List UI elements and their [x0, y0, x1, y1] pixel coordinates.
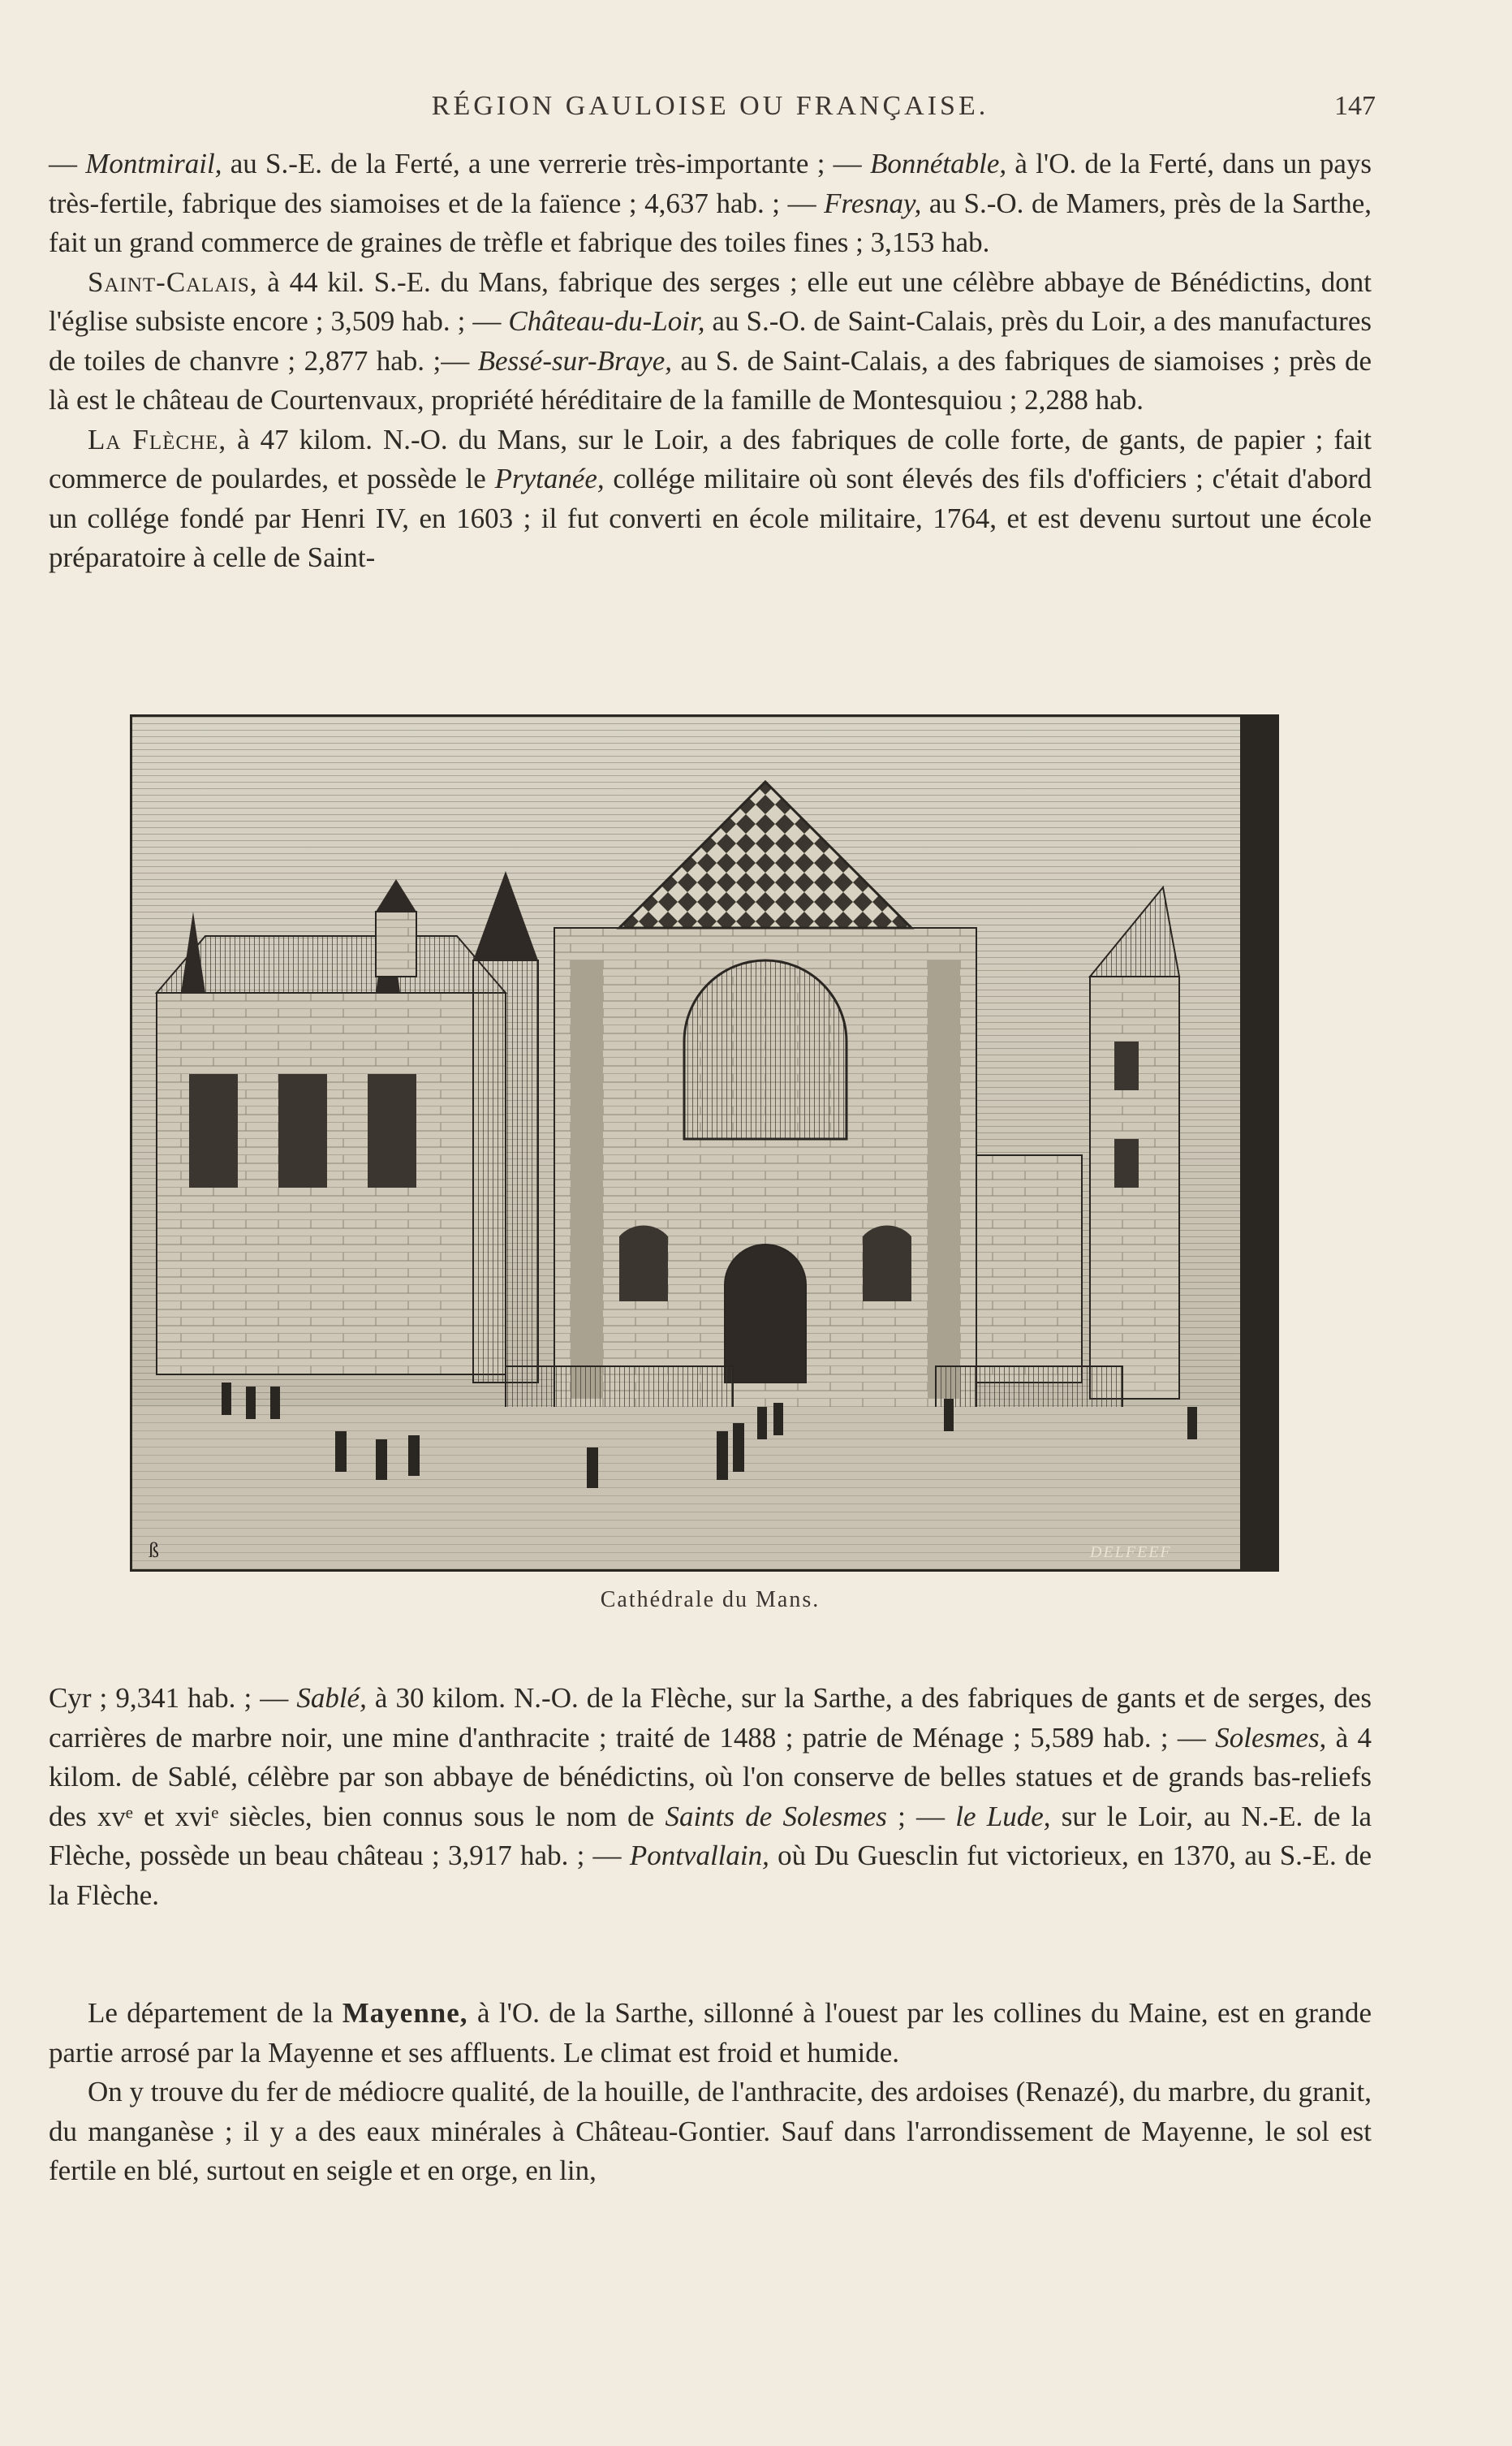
- place-name-bonnetable: Bonnétable,: [869, 148, 1007, 179]
- left-nave: [157, 904, 506, 1374]
- place-name-le-lude: le Lude,: [955, 1800, 1051, 1832]
- place-name-solesmes: Solesmes,: [1215, 1721, 1327, 1754]
- paragraph-la-fleche: [49, 421, 1372, 578]
- engraving-signature-left: ß: [149, 1538, 159, 1562]
- heading-saint-calais: Saint-Calais,: [88, 265, 258, 298]
- running-head: RÉGION GAULOISE OU FRANÇAISE.: [431, 91, 989, 121]
- spire: [473, 871, 538, 1383]
- text-run: Cyr ; 9,341 hab. ; —: [49, 1682, 297, 1714]
- text-run: sur le Loir, au N.-E. de la Flèche, possède un beau château ; 3,917 hab. ; —: [49, 1800, 1372, 1871]
- text-run: au S. de Saint-Calais, a des fabriques de siamoises ; près de là est le château de Courtenvaux, propriété héréditaire de la famille de Montesquiou ; 2,288 hab.: [49, 344, 1372, 416]
- engraving-svg: [132, 717, 1277, 1569]
- paragraph-saint-calais: [49, 263, 1372, 421]
- paragraph-resources: [49, 2073, 1372, 2191]
- place-name-fresnay: Fresnay,: [824, 187, 922, 219]
- text-run: ; —: [886, 1800, 956, 1832]
- text-run: à l'O. de la Ferté, dans un pays très-fertile, fabrique des siamoises et de la faïence ; 4,637 hab. ; —: [49, 148, 1372, 219]
- place-name-chateau-du-loir: Château-du-Loir,: [508, 305, 705, 337]
- saints-de-solesmes: Saints de Solesmes: [665, 1800, 887, 1832]
- department-name-mayenne: Mayenne,: [342, 1997, 468, 2029]
- text-run: au S.-O. de Mamers, près de la Sarthe, fait un grand commerce de graines de trèfle et fabrique des toiles fines ; 3,153 hab.: [49, 187, 1372, 258]
- text-run: —: [49, 148, 86, 179]
- place-name-montmirail: Montmirail,: [85, 148, 222, 179]
- text-run: où Du Guesclin fut victorieux, en 1370, au S.-E. de la Flèche.: [49, 1840, 1372, 1911]
- place-name-sable: Sablé,: [296, 1682, 367, 1714]
- text-run: au S.-E. de la Ferté, a une verrerie très-importante ; —: [222, 148, 870, 179]
- text-run: au S.-O. de Saint-Calais, près du Loir, a des manufactures de toiles de chanvre ; 2,877 hab. ;—: [49, 305, 1372, 377]
- right-border-band: [1240, 717, 1277, 1569]
- text-run: On y trouve du fer de médiocre qualité, de la houille, de l'anthracite, des ardoises (Renazé), du marbre, du granit, du manganèse ; il y a des eaux minérales à Château-Gontier. Sauf dans l'arrondissement de Mayenne, le sol est fertile en blé, surtout en seigle et en orge, en lin,: [49, 2076, 1372, 2186]
- text-block-top: [49, 145, 1372, 578]
- paragraph-mayenne: [49, 1994, 1372, 2073]
- text-run: collége militaire où sont élevés des fils d'officiers ; c'était d'abord un collége fondé par Henri IV, en 1603 ; il fut converti en école militaire, 1764, et est devenu surtout une école préparatoire à celle de Saint-: [49, 463, 1372, 573]
- text-run: à 44 kil. S.-E. du Mans, fabrique des serges ; elle eut une célèbre abbaye de Bénédictins, dont l'église subsiste encore ; 3,509 hab. ; —: [49, 265, 1372, 337]
- text-run: à 4 kilom. de Sablé, célèbre par son abbaye de bénédictins, où l'on conserve de belles statues et de grands bas-reliefs des xvᵉ et xviᵉ siècles, bien connus sous le nom de: [49, 1721, 1372, 1832]
- text-run: à l'O. de la Sarthe, sillonné à l'ouest par les collines du Maine, est en grande partie arrosé par la Mayenne et ses affluents. Le climat est froid et humide.: [49, 1997, 1372, 2069]
- figure-caption: Cathédrale du Mans.: [600, 1587, 821, 1612]
- text-run: à 47 kilom. N.-O. du Mans, sur le Loir, a des fabriques de colle forte, de gants, de papier ; fait commerce de poulardes, et possède le: [49, 423, 1372, 494]
- paragraph-sable: [49, 1679, 1372, 1915]
- place-name-besse-sur-braye: Bessé-sur-Braye,: [477, 344, 673, 377]
- text-run: Le département de la: [88, 1997, 342, 2029]
- engraving-signature-right: DELFEEF: [1090, 1543, 1172, 1561]
- paragraph-montmirail: [49, 145, 1372, 263]
- page-number: 147: [1334, 91, 1376, 121]
- cathedral-engraving: [130, 714, 1279, 1572]
- text-block-bottom: [49, 1679, 1372, 1915]
- heading-la-fleche: La Flèche,: [88, 423, 227, 455]
- text-block-mayenne: [49, 1994, 1372, 2191]
- place-name-prytanee: Prytanée,: [494, 463, 605, 494]
- square-pavement: [132, 1407, 1240, 1569]
- place-name-pontvallain: Pontvallain,: [629, 1840, 769, 1871]
- text-run: à 30 kilom. N.-O. de la Flèche, sur la Sarthe, a des fabriques de gants et de serges, des carrières de marbre noir, une mine d'anthracite ; traité de 1488 ; patrie de Ménage ; 5,589 hab. ; —: [49, 1682, 1372, 1754]
